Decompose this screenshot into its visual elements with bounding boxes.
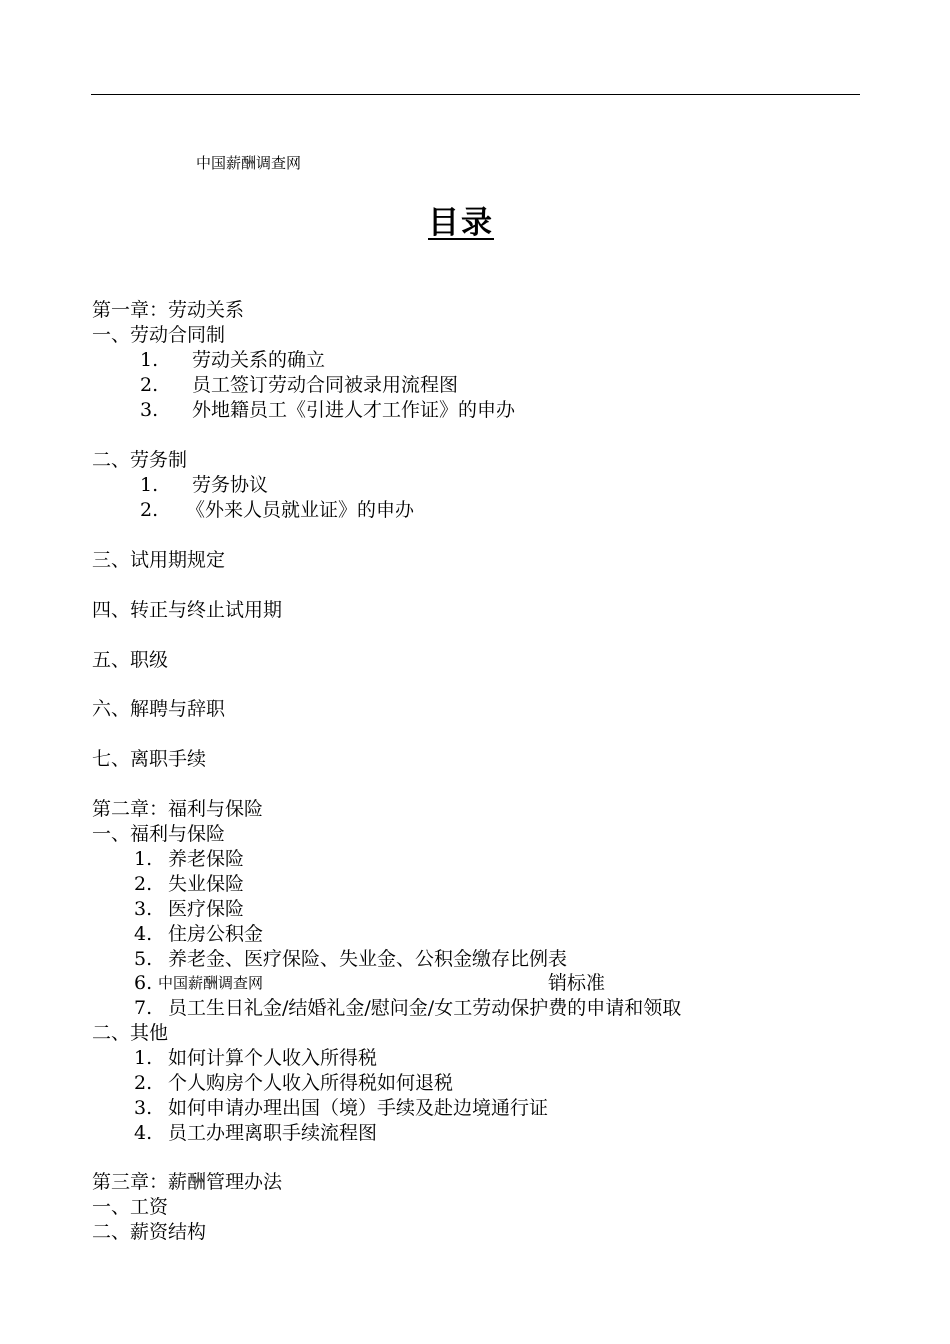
- item-number: 4.: [134, 923, 153, 945]
- item-text: 员工办理离职手续流程图: [168, 1122, 378, 1144]
- toc-ch2-s1-item-7: [134, 996, 681, 1021]
- toc-chapter-2: 第二章：福利与保险: [92, 798, 264, 820]
- toc-ch1-section-1: 一、劳动合同制: [92, 324, 226, 346]
- toc-ch1-section-4: 四、转正与终止试用期: [92, 599, 283, 621]
- toc-ch1-s2-item-2: [140, 498, 414, 523]
- toc-ch2-s2-item-3: [134, 1096, 548, 1121]
- item-number: 1.: [140, 349, 159, 371]
- toc-ch2-s2-item-2: [134, 1071, 453, 1096]
- toc-chapter-3: 第三章：薪酬管理办法: [92, 1171, 283, 1193]
- item-number: 3.: [134, 898, 153, 920]
- item-number: 3.: [140, 399, 159, 421]
- item-text: 外地籍员工《引进人才工作证》的申办: [192, 399, 516, 421]
- page-watermark: 中国薪酬调查网: [158, 974, 264, 992]
- item-text: 失业保险: [168, 873, 245, 895]
- toc-ch2-s1-item-5: [134, 947, 567, 972]
- item-text: 个人购房个人收入所得税如何退税: [168, 1072, 454, 1094]
- item-number: 2.: [134, 873, 153, 895]
- item-text: 如何申请办理出国（境）手续及赴边境通行证: [168, 1097, 549, 1119]
- item-number: 1.: [134, 1047, 153, 1069]
- toc-ch1-s1-item-2: [140, 373, 458, 398]
- item-number: 7.: [134, 997, 153, 1019]
- item-number: 1.: [134, 848, 153, 870]
- item-number: 2.: [140, 499, 159, 521]
- item-number: 1.: [140, 474, 159, 496]
- toc-ch1-section-7: 七、离职手续: [92, 748, 207, 770]
- toc-ch1-section-5: 五、职级: [92, 649, 169, 671]
- toc-ch3-section-1: 一、工资: [92, 1196, 169, 1218]
- item-number: 6.: [134, 972, 153, 994]
- item-number: 5.: [134, 948, 153, 970]
- toc-ch1-section-3: 三、试用期规定: [92, 549, 226, 571]
- item-number: 2.: [140, 374, 159, 396]
- item-text: 养老金、医疗保险、失业金、公积金缴存比例表: [168, 948, 568, 970]
- item-number: 3.: [134, 1097, 153, 1119]
- header-rule: [91, 94, 860, 95]
- toc-ch2-s2-item-1: [134, 1046, 377, 1071]
- toc-ch2-s1-item-1: [134, 847, 244, 872]
- item-number: 2.: [134, 1072, 153, 1094]
- toc-ch2-s1-item-4: [134, 922, 263, 947]
- item-text: 《外来人员就业证》的申办: [186, 499, 415, 521]
- item-text: 住房公积金: [168, 923, 264, 945]
- item-number: 4.: [134, 1122, 153, 1144]
- toc-ch2-s1-item-3: [134, 897, 244, 922]
- item-text: 如何计算个人收入所得税: [168, 1047, 378, 1069]
- toc-ch1-section-2: 二、劳务制: [92, 449, 188, 471]
- item-text: 员工签订劳动合同被录用流程图: [192, 374, 459, 396]
- toc-ch1-s1-item-3: [140, 398, 515, 423]
- item-text: 员工生日礼金/结婚礼金/慰问金/女工劳动保护费的申请和领取: [168, 997, 682, 1019]
- item-text: 劳动关系的确立: [192, 349, 326, 371]
- toc-ch2-section-2: 二、其他: [92, 1022, 169, 1044]
- toc-ch2-s1-item-2: [134, 872, 244, 897]
- toc-ch2-s2-item-4: [134, 1121, 377, 1146]
- item-text: 医疗保险: [168, 898, 245, 920]
- item-text: 养老保险: [168, 848, 245, 870]
- toc-ch3-section-2: 二、薪资结构: [92, 1221, 207, 1243]
- document-title: [0, 203, 922, 243]
- header-site-name: 中国薪酬调查网: [196, 154, 302, 172]
- document-title-text: 目录: [428, 205, 494, 241]
- toc-ch1-s2-item-1: [140, 473, 268, 498]
- toc-ch1-s1-item-1: [140, 348, 325, 373]
- toc-chapter-1: 第一章：劳动关系: [92, 299, 245, 321]
- toc-ch2-section-1: 一、福利与保险: [92, 823, 226, 845]
- item-text: 劳务协议: [192, 474, 269, 496]
- toc-ch2-s1-item-6-tail: 销标准: [548, 972, 606, 994]
- toc-ch1-section-6: 六、解聘与辞职: [92, 698, 226, 720]
